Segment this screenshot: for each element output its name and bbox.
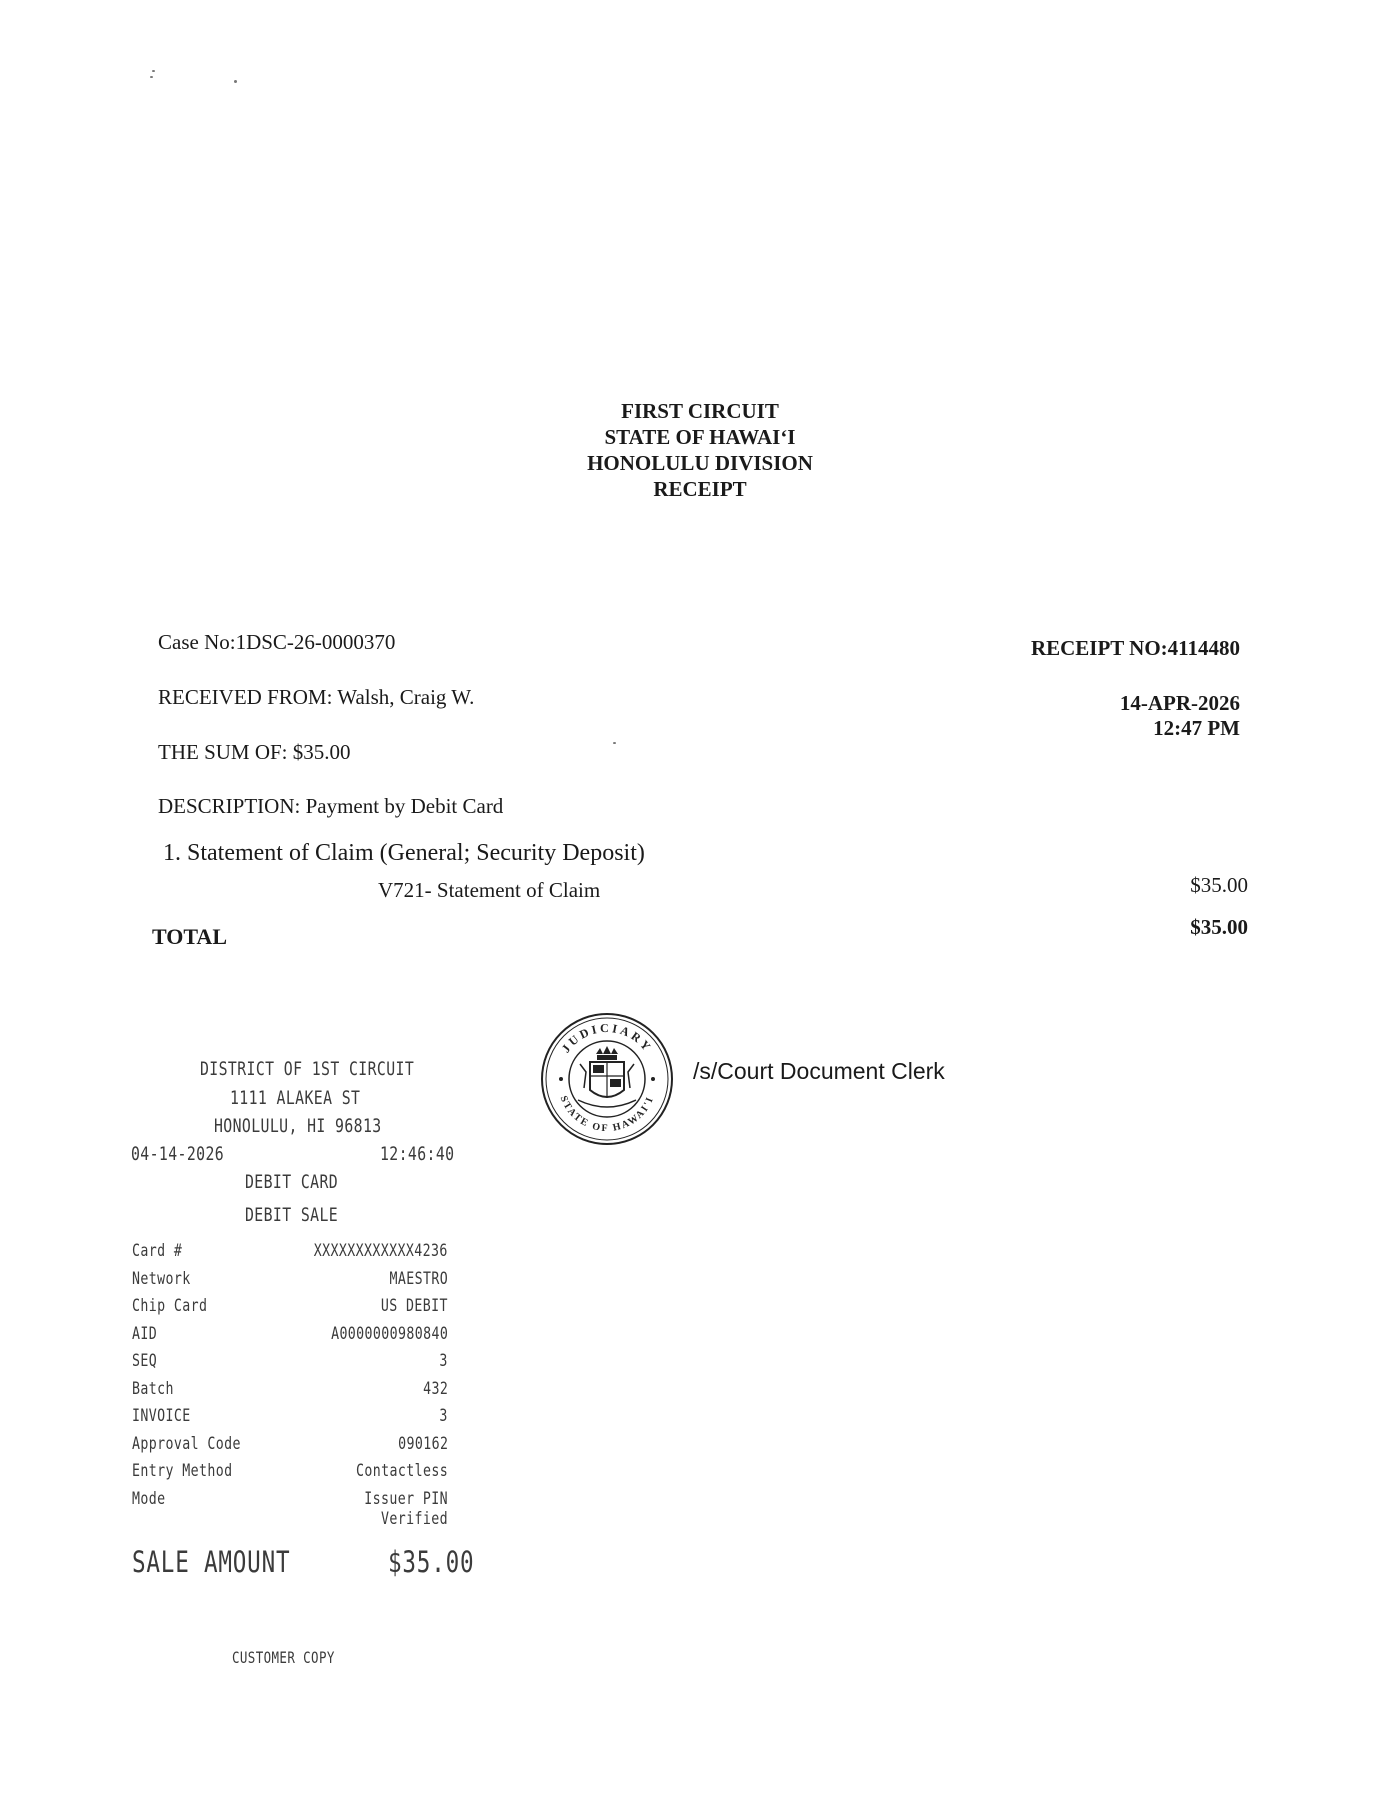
receipt-date: 14-APR-2026 xyxy=(1119,691,1240,715)
slip-city: HONOLULU, HI 96813 xyxy=(214,1115,382,1137)
slip-row-value-cell xyxy=(250,1434,448,1454)
slip-row-label: Network xyxy=(132,1268,191,1289)
slip-row-label: Entry Method xyxy=(132,1461,233,1481)
slip-row-value: US DEBIT xyxy=(381,1296,448,1316)
header-state: STATE OF HAWAI‘I xyxy=(604,425,796,449)
header-circuit: FIRST CIRCUIT xyxy=(621,399,779,423)
slip-address: 1111 ALAKEA ST xyxy=(230,1087,361,1109)
received-from: RECEIVED FROM: Walsh, Craig W. xyxy=(158,685,475,709)
slip-customer-copy: CUSTOMER COPY xyxy=(232,1648,335,1667)
line-item-code: V721- Statement of Claim xyxy=(378,878,601,902)
slip-type-sale: DEBIT SALE xyxy=(245,1204,339,1226)
slip-merchant: DISTRICT OF 1ST CIRCUIT xyxy=(200,1058,415,1080)
slip-row-value-cell xyxy=(250,1379,448,1399)
slip-row-label: AID xyxy=(132,1323,158,1344)
slip-time: 12:46:40 xyxy=(380,1143,455,1165)
slip-row-label: Chip Card xyxy=(132,1296,208,1316)
slip-row-value-cell xyxy=(250,1241,448,1261)
seal-bottom-text: STATE OF HAWAI'I xyxy=(557,1094,657,1135)
scan-speck xyxy=(152,70,155,72)
slip-sale-label: SALE AMOUNT xyxy=(132,1545,291,1579)
line-item-title: 1. Statement of Claim (General; Security Deposit) xyxy=(163,840,645,866)
slip-row-value: Contactless xyxy=(355,1461,448,1481)
slip-row-value: MAESTRO xyxy=(389,1268,448,1289)
slip-row-value-cell xyxy=(250,1406,448,1426)
case-number: Case No:1DSC-26-0000370 xyxy=(158,630,396,654)
header-title: RECEIPT xyxy=(653,477,747,501)
slip-date: 04-14-2026 xyxy=(131,1143,225,1165)
receipt-header xyxy=(0,398,1400,502)
clerk-signature: /s/Court Document Clerk xyxy=(693,1058,945,1084)
seal-top-text: JUDICIARY xyxy=(558,1020,656,1056)
slip-sale-amount: $35.00 xyxy=(388,1545,475,1579)
slip-row-value: Issuer PIN Verified xyxy=(364,1488,448,1529)
slip-row-value-cell xyxy=(250,1489,448,1529)
judiciary-seal xyxy=(540,1012,674,1146)
slip-row-value: XXXXXXXXXXXX4236 xyxy=(314,1241,448,1261)
scan-speck xyxy=(234,80,237,83)
scan-speck xyxy=(613,742,616,744)
total-label: TOTAL xyxy=(152,924,227,949)
slip-row-label: Mode xyxy=(132,1488,166,1509)
slip-row-value-cell xyxy=(250,1269,448,1289)
slip-row-value: 432 xyxy=(422,1378,448,1399)
receipt-time: 12:47 PM xyxy=(1153,716,1240,740)
slip-type-card: DEBIT CARD xyxy=(245,1171,339,1193)
total-amount: $35.00 xyxy=(1190,915,1248,939)
receipt-number: RECEIPT NO:4114480 xyxy=(1030,636,1240,660)
slip-row-value-cell xyxy=(250,1296,448,1316)
sum-of: THE SUM OF: $35.00 xyxy=(158,740,351,764)
slip-row-value: 3 xyxy=(439,1406,448,1426)
slip-row-value-cell xyxy=(250,1461,448,1481)
slip-row-value: A0000000980840 xyxy=(330,1323,448,1344)
slip-row-label: INVOICE xyxy=(132,1406,191,1426)
slip-row-label: Approval Code xyxy=(132,1433,241,1454)
slip-row-label: Card # xyxy=(132,1241,183,1261)
slip-row-value: 3 xyxy=(439,1351,448,1371)
slip-row-value: 090162 xyxy=(397,1433,448,1454)
slip-row-value-cell xyxy=(250,1324,448,1344)
description: DESCRIPTION: Payment by Debit Card xyxy=(158,794,504,818)
scan-speck xyxy=(150,76,153,78)
slip-row-value-cell xyxy=(250,1351,448,1371)
slip-row-label: Batch xyxy=(132,1378,174,1399)
line-item-amount: $35.00 xyxy=(1190,873,1248,897)
header-division: HONOLULU DIVISION xyxy=(587,451,813,475)
slip-row-label: SEQ xyxy=(132,1351,158,1371)
